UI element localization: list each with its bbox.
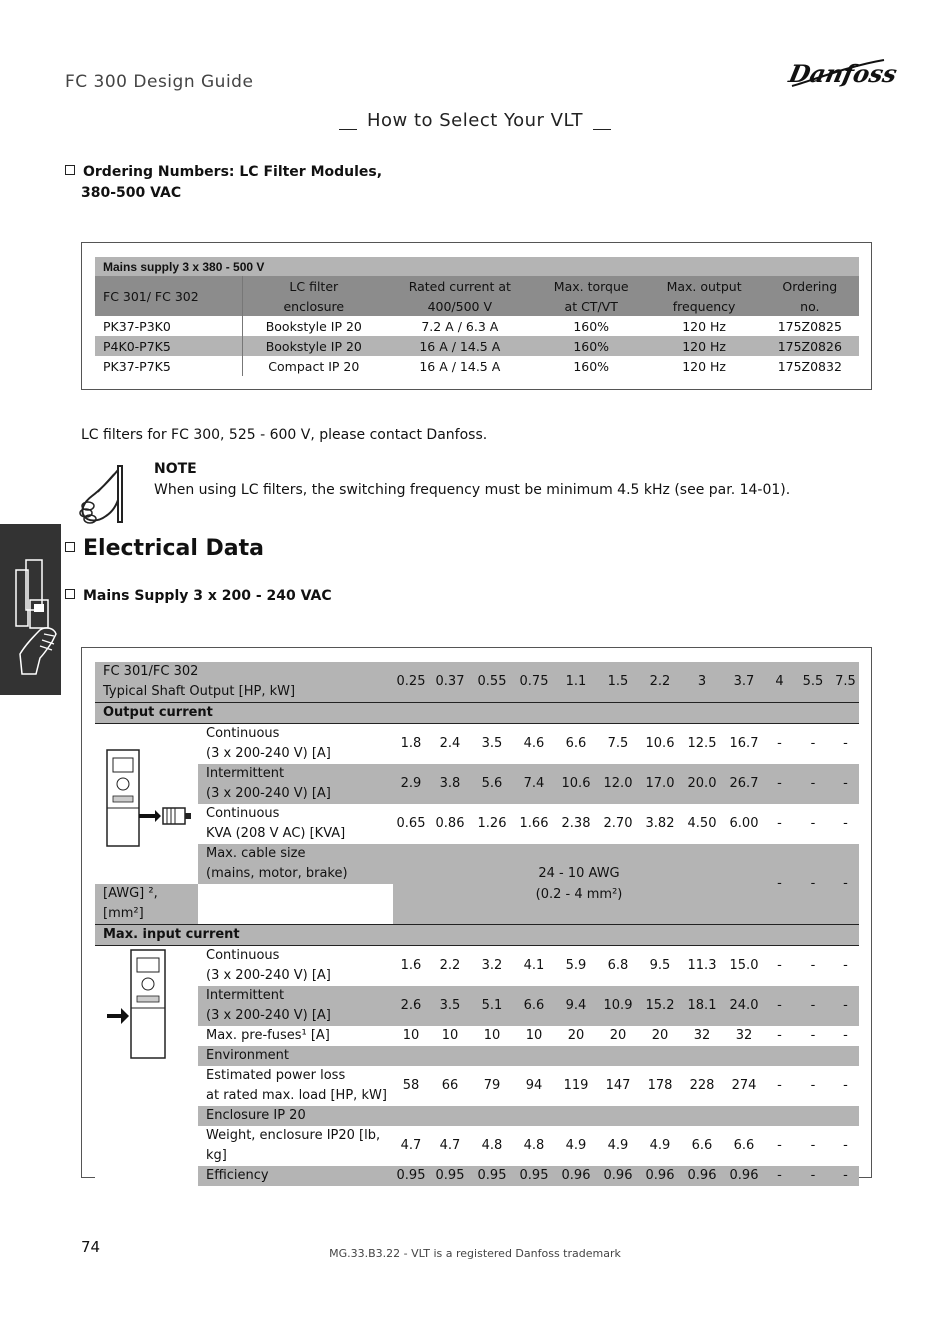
hand-holding-drive-icon: [0, 524, 61, 695]
note-label: NOTE: [154, 461, 197, 477]
checkbox-bullet-icon: [65, 589, 75, 599]
environment-subheader: Environment: [206, 1048, 290, 1063]
col-current: Rated current at: [408, 278, 511, 294]
drive-input-diagram: [95, 946, 198, 1187]
danfoss-logo: [786, 52, 900, 94]
col-enclosure: LC filter: [289, 278, 339, 294]
svg-text:Danfoss: Danfoss: [786, 59, 900, 88]
enclosure-subheader: Enclosure IP 20: [206, 1108, 306, 1123]
input-current-header: Max. input current: [95, 925, 859, 946]
section-title: [0, 110, 950, 131]
electrical-data-table: FC 301/FC 302 0.25 0.37 0.55 0.75 1.1 1.5 2.2 3 3.7 4 5.5 7.5 Typical Shaft Output [HP, kW] Output current Continuous 1.8 2.4 3.5 4.6 6.6 7.5 10.6 12.5 16.7 - - - (3 x 200-240 V) [A] Intermittent 2.9 3.8 5.6 7.4 10.6 12.0 17.0 20.0 26.7 - - - (3 x 200-240 V) [A] Continuous 0.65 0.86 1.26 1.66 2.38 2.70 3.82 4.50 6.00 - - - KVA (208 V AC) [KVA] Max. cable size 24 - 10 AWG (0.2 - 4 mm²) - - - (mains, motor, brake) [AWG] ², [mm²] Max. input current Continuous 1.6 2.2 3.2 4.1 5.9 6.8 9.5 11.3 15.0 - - - (3 x 200-240 V) [A] Intermittent 2.6 3.5 5.1 6.6 9.4 10.9 15.2 18.1 24.0 - - - (3 x 200-240 V) [A] Max. pre-fuses¹ [A] 10 10 10 10 20 20 20 32 32 - - - Environment Estimated power loss 58 66 79 94 119 147 178 228 274 - - - at rated max. load [HP, kW] Enclosure IP 20 Weight, enclosure IP20 [lb, 4.7 4.7 4.8 4.8 4.9 4.9 4.9 6.6 6.6 - - - kg] Efficiency 0.95 0.95 0.95 0.95 0.96 0.96 0.96 0.96 0.96 - - -: [95, 662, 859, 1186]
model-label: FC 301/FC 302: [103, 664, 199, 679]
lc-filter-table: Mains supply 3 x 380 - 500 V FC 301/ FC 302 LC filter Rated current at Max. torque Max. output Ordering enclosure 400/500 V at CT/VT frequency no. PK37-P3K0 Bookstyle IP 20 7.2 A / 6.3 A 160% 120 Hz 175Z0825 P4K0-P7K5 Bookstyle IP 20 16 A / 14.5 A 160% 120 Hz 175Z0826 PK37-P7K5 Compact IP 20 16 A / 14.5 A 160% 120 Hz 175Z0832: [95, 257, 859, 376]
table-row: P4K0-P7K5 Bookstyle IP 20 16 A / 14.5 A 160% 120 Hz 175Z0826: [95, 336, 859, 356]
pointing-hand-note-icon: [78, 462, 128, 526]
col-ordering: Ordering: [782, 278, 838, 294]
footer-trademark: MG.33.B3.22 - VLT is a registered Danfoss trademark: [329, 1247, 621, 1260]
section-title-text: How to Select Your VLT: [366, 110, 584, 131]
col-torque: Max. torque: [553, 278, 629, 294]
mains-supply-heading: Mains Supply 3 x 200 - 240 VAC: [65, 588, 332, 604]
table-row: PK37-P3K0 Bookstyle IP 20 7.2 A / 6.3 A 160% 120 Hz 175Z0825: [95, 316, 859, 336]
checkbox-bullet-icon: [65, 542, 75, 552]
chapter-side-tab: [0, 524, 61, 695]
electrical-data-heading: Electrical Data: [65, 536, 264, 561]
output-current-header: Output current: [95, 703, 859, 724]
cable-size-value: 24 - 10 AWG (0.2 - 4 mm²): [535, 866, 623, 902]
note-body: When using LC filters, the switching frequency must be minimum 4.5 kHz (see par. 14-01).: [154, 482, 791, 498]
lc-filter-contact-text: LC filters for FC 300, 525 - 600 V, please contact Danfoss.: [81, 427, 488, 443]
page-number: 74: [81, 1238, 101, 1256]
ordering-heading: Ordering Numbers: LC Filter Modules, 380-500 VAC: [65, 162, 382, 204]
document-header-title: FC 300 Design Guide: [65, 72, 254, 92]
table-row: PK37-P7K5 Compact IP 20 16 A / 14.5 A 160% 120 Hz 175Z0832: [95, 356, 859, 376]
drive-with-input-arrow-icon: [99, 946, 195, 1066]
checkbox-bullet-icon: [65, 165, 75, 175]
drive-output-diagram: [95, 724, 198, 885]
drive-with-motor-icon: [99, 746, 195, 856]
col-model: FC 301/ FC 302: [95, 276, 242, 316]
col-frequency: Max. output: [666, 278, 742, 294]
mains-supply-header: Mains supply 3 x 380 - 500 V: [103, 259, 265, 274]
